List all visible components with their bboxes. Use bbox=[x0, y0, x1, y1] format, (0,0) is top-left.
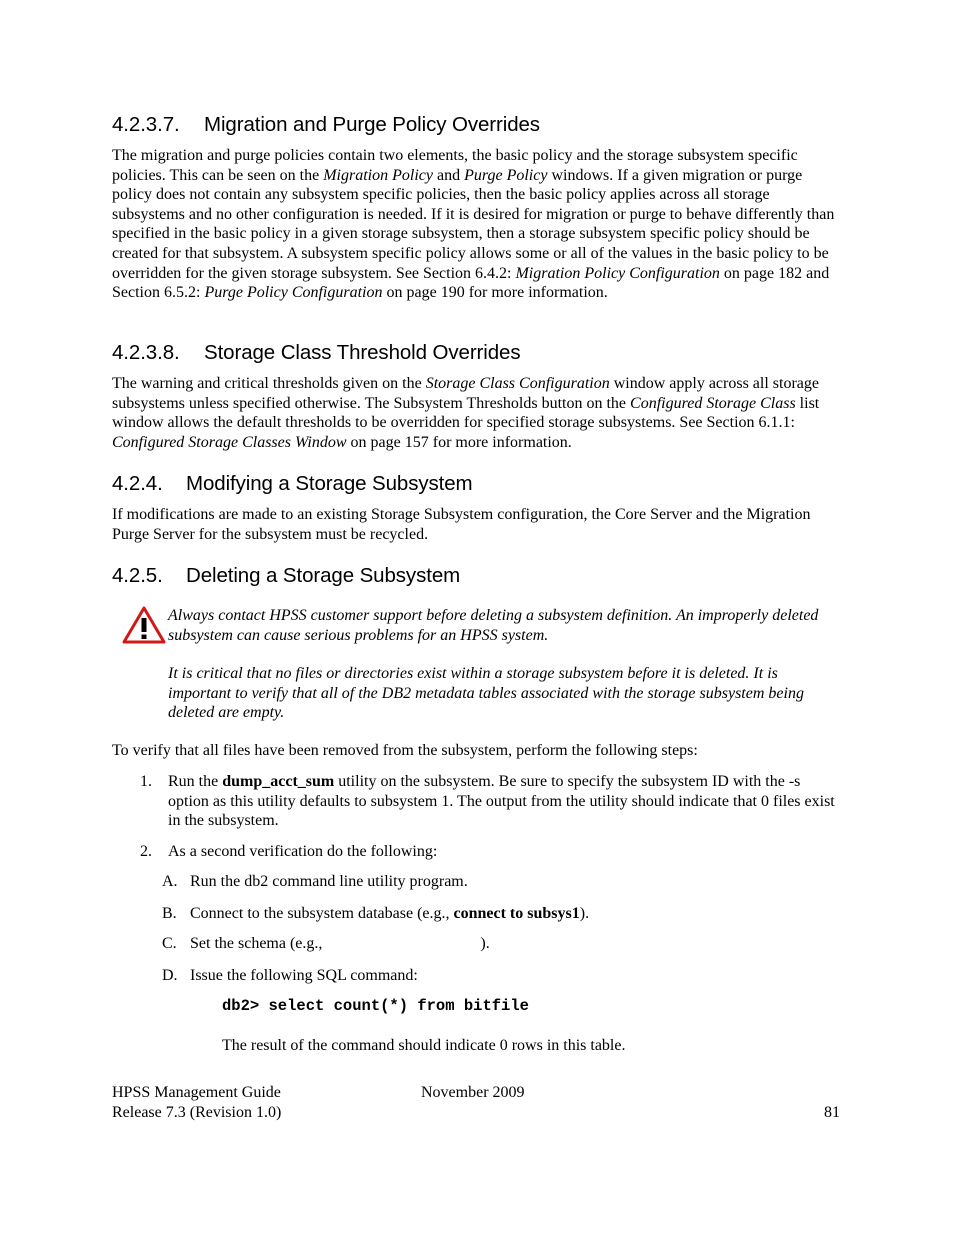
paragraph-verify: To verify that all files have been removed from the subsystem, perform the following steps: bbox=[112, 742, 698, 759]
substep-letter: C. bbox=[162, 935, 177, 952]
footer-release: Release 7.3 (Revision 1.0) bbox=[112, 1104, 282, 1121]
text: on page 182 and Section 6.5.2: bbox=[112, 264, 830, 302]
text-bold: connect to subsys1 bbox=[453, 905, 580, 922]
text: on page 190 for more information. bbox=[382, 284, 608, 302]
section-heading-modifying bbox=[112, 472, 473, 496]
paragraph-modifying: If modifications are made to an existing Storage Subsystem configuration, the Core Server and the Migration Purge Server for the subsystem must be recycled. bbox=[112, 506, 811, 543]
text: window apply across all storage subsystems unless specified otherwise. The Subsystem Thresholds button on the bbox=[112, 375, 819, 412]
section-title: Migration and Purge Policy Overrides bbox=[204, 113, 540, 136]
section-title: Modifying a Storage Subsystem bbox=[186, 472, 473, 495]
substep-text: Issue the following SQL command: bbox=[190, 967, 418, 984]
text: utility on the subsystem. Be sure to specify the subsystem ID with the -s option as this utility defaults to subsystem 1. The output from the utility should indicate that 0 files exist in the subsystem. bbox=[168, 773, 835, 830]
substep-letter: D. bbox=[162, 967, 178, 984]
substep-letter: B. bbox=[162, 905, 177, 922]
text: ). bbox=[579, 905, 590, 922]
step-number: 1. bbox=[140, 773, 152, 790]
text-italic: Migration Policy bbox=[323, 166, 433, 184]
warning-text-1: Always contact HPSS customer support before deleting a subsystem definition. An improperly deleted subsystem can cause serious problems for an HPSS system. bbox=[168, 607, 819, 644]
text: Connect to the subsystem database (e.g., bbox=[190, 905, 454, 922]
text-italic: Storage Class Configuration bbox=[425, 375, 610, 392]
substep-text bbox=[190, 904, 840, 924]
section-heading-storage-class-threshold bbox=[112, 341, 521, 365]
text: list window allows the default thresholds to be overridden for specified storage subsystems. See Section 6.1.1: bbox=[112, 394, 820, 432]
section-title: Deleting a Storage Subsystem bbox=[186, 564, 461, 587]
footer-date: November 2009 bbox=[421, 1084, 525, 1101]
section-number: 4.2.5. bbox=[112, 564, 163, 587]
text-bold: dump_acct_sum bbox=[222, 773, 335, 790]
text: The warning and critical thresholds given on the bbox=[112, 375, 426, 392]
paragraph-migration-purge bbox=[112, 146, 840, 303]
text-italic: Configured Storage Class bbox=[630, 394, 796, 412]
text-italic: Purge Policy Configuration bbox=[204, 284, 383, 302]
text-italic: Configured Storage Classes Window bbox=[112, 433, 347, 451]
warning-text-2: It is critical that no files or directories exist within a storage subsystem before it is deleted. It is important to verify that all of the DB2 metadata tables associated with the storage subsystem being deleted are empty. bbox=[168, 665, 804, 722]
text: and bbox=[432, 166, 465, 184]
substep-letter: A. bbox=[162, 873, 178, 890]
substep-text bbox=[190, 934, 840, 954]
text: windows. If a given migration or purge policy does not contain any subsystem specific policies, then the basic policy applies across all storage subsystems and no other configuration is needed. If it is desired for migration or purge to behave differently than specified in the basic policy in a given storage subsystem, then a storage subsystem specific policy should be created for that subsystem. A subsystem specific policy allows some or all of the values in the basic policy to be overridden for the given storage subsystem. See Section 6.4.2: bbox=[112, 166, 835, 282]
step-text: As a second verification do the following: bbox=[168, 843, 438, 860]
text: The migration and purge policies contain two elements, the basic policy and the storage subsystem specific policies. This can be seen on the bbox=[112, 147, 798, 184]
footer-page-number: 81 bbox=[824, 1104, 840, 1121]
substep-text: Run the db2 command line utility program. bbox=[190, 873, 468, 890]
text: Run the bbox=[168, 773, 223, 790]
text-italic: Migration Policy Configuration bbox=[515, 264, 720, 282]
step-number: 2. bbox=[140, 843, 152, 860]
section-title: Storage Class Threshold Overrides bbox=[204, 341, 521, 364]
paragraph-storage-class-threshold bbox=[112, 374, 840, 452]
section-heading-migration-purge bbox=[112, 113, 540, 137]
text: on page 157 for more information. bbox=[346, 433, 572, 451]
sql-command: db2> select count(*) from bitfile bbox=[222, 997, 529, 1015]
text: Set the schema (e.g., bbox=[190, 935, 327, 952]
text-italic: Purge Policy bbox=[464, 166, 548, 184]
result-text: The result of the command should indicate 0 rows in this table. bbox=[222, 1037, 626, 1054]
section-number: 4.2.4. bbox=[112, 472, 163, 495]
section-heading-deleting bbox=[112, 564, 460, 588]
footer-title: HPSS Management Guide bbox=[112, 1084, 281, 1101]
step-text bbox=[168, 772, 840, 831]
section-number: 4.2.3.8. bbox=[112, 341, 180, 364]
text: ). bbox=[480, 935, 490, 952]
section-number: 4.2.3.7. bbox=[112, 113, 180, 136]
warning-icon bbox=[122, 606, 166, 644]
